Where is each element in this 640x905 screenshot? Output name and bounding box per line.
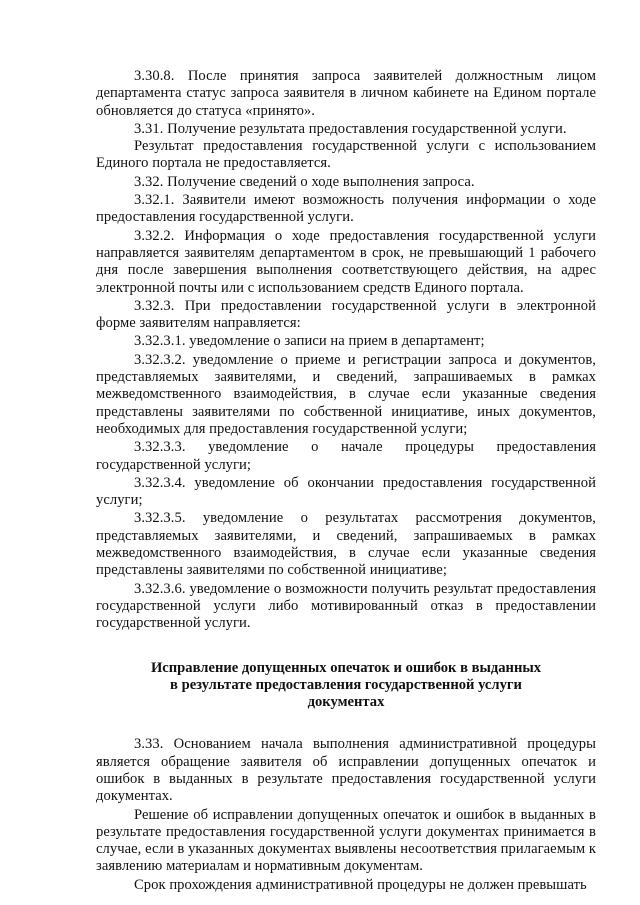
section-heading [96, 660, 596, 712]
paragraph-3-32-3-2: 3.32.3.2. уведомление о приеме и регистрации запроса и документов, представляемых заявителями, и сведений, запрашиваемых в рамках межведомственного взаимодействия, в случае если указанные сведения представлены заявителями по собственной инициативе, иных документов, необходимых для предоставления государственной услуги; [96, 351, 596, 437]
section-heading-line-1: Исправление допущенных опечаток и ошибок в выданных [150, 659, 542, 676]
paragraph-3-32-3-6: 3.32.3.6. уведомление о возможности получить результат предоставления государственной услуги либо мотивированный отказ в предоставлении государственной услуги. [96, 580, 596, 632]
section-heading-line-3: документах [307, 694, 385, 711]
paragraph-3-32-3: 3.32.3. При предоставлении государственной услуги в электронной форме заявителям направляется: [96, 297, 596, 332]
paragraph-3-32: 3.32. Получение сведений о ходе выполнения запроса. [134, 173, 475, 190]
paragraph-correction-decision: Решение об исправлении допущенных опечаток и ошибок в выданных в результате предоставления государственной услуги документах принимается в случае, если в указанных документах выявлены несоответствия прилагаемым к заявлению материалам и нормативным документам. [96, 806, 596, 875]
paragraph-3-32-3-5: 3.32.3.5. уведомление о результатах рассмотрения документов, представляемых заявителями, и сведений, запрашиваемых в рамках межведомственного взаимодействия, в случае если указанные сведения представлены заявителями по собственной инициативе; [96, 510, 596, 579]
paragraph-3-32-2: 3.32.2. Информация о ходе предоставления государственной услуги направляется заявителям департаментом в срок, не превышающий 1 рабочего дня после завершения выполнения соответствующего действия, на адрес электронной почты или с использованием средств Единого портала. [96, 227, 596, 296]
section-heading-line-2: в результате предоставления государственной услуги [170, 676, 522, 693]
paragraph-3-31: 3.31. Получение результата предоставления государственной услуги. [134, 120, 567, 137]
paragraph-procedure-term: Срок прохождения административной процедуры не должен превышать [134, 876, 587, 893]
paragraph-3-33: 3.33. Основанием начала выполнения административной процедуры является обращение заявителя об исправлении допущенных опечаток и ошибок в выданных в результате предоставления государственной услуги документах. [96, 736, 596, 805]
paragraph-3-32-3-1: 3.32.3.1. уведомление о записи на прием в департамент; [134, 333, 485, 350]
paragraph-3-32-3-3: 3.32.3.3. уведомление о начале процедуры предоставления государственной услуги; [96, 439, 596, 473]
paragraph-3-32-3-4: 3.32.3.4. уведомление об окончании предоставления государственной услуги; [96, 474, 596, 509]
paragraph-3-31-result: Результат предоставления государственной услуги с использованием Единого портала не предоставляется. [96, 138, 596, 172]
document-page [96, 68, 596, 894]
paragraph-3-32-1: 3.32.1. Заявители имеют возможность получения информации о ходе предоставления государственной услуги. [96, 192, 596, 226]
paragraph-3-30-8: 3.30.8. После принятия запроса заявителей должностным лицом департамента статус запроса заявителя в личном кабинете на Едином портале обновляется до статуса «принято». [96, 68, 596, 119]
